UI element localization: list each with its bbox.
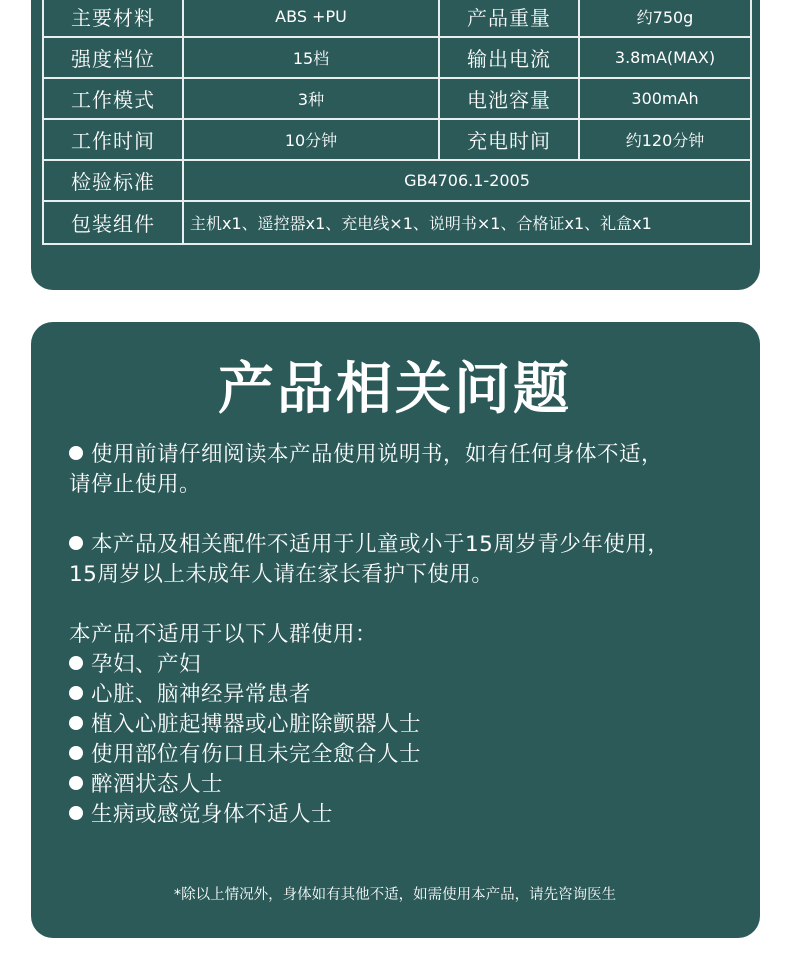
list-item: 醉酒状态人士 [69, 770, 749, 800]
table-row [43, 201, 751, 244]
bullet-icon [69, 536, 83, 550]
list-item: 生病或感觉身体不适人士 [69, 800, 749, 830]
list-item: 心脏、脑神经异常患者 [69, 680, 749, 710]
bullet-icon [69, 656, 83, 670]
standard-value: GB4706.1-2005 [183, 160, 751, 201]
list-item: 使用部位有伤口且未完全愈合人士 [69, 740, 749, 770]
table-row [43, 160, 751, 201]
notice-text: 使用前请仔细阅读本产品使用说明书，如有任何身体不适， [91, 442, 664, 467]
footnote: *除以上情况外，身体如有其他不适，如需使用本产品，请先咨询医生 [173, 887, 617, 903]
spec-label: 输出电流 [439, 37, 579, 78]
notice-text: 请停止使用。 [69, 472, 202, 497]
spec-label: 电池容量 [439, 78, 579, 119]
spec-value: ABS +PU [183, 0, 439, 37]
spec-label: 充电时间 [439, 119, 579, 160]
spec-label: 主要材料 [43, 0, 183, 37]
spec-label: 工作模式 [43, 78, 183, 119]
list-item: 孕妇、产妇 [69, 650, 749, 680]
notice-text: 本产品及相关配件不适用于儿童或小于15周岁青少年使用， [91, 532, 670, 557]
standard-label: 检验标准 [43, 160, 183, 201]
bullet-icon [69, 806, 83, 820]
spec-table [42, 0, 752, 245]
spec-value: 10分钟 [183, 119, 439, 160]
bullet-icon [69, 746, 83, 760]
list-intro: 本产品不适用于以下人群使用： [69, 622, 378, 647]
bullet-icon [69, 446, 83, 460]
spec-value: 3种 [183, 78, 439, 119]
spec-value: 约120分钟 [579, 119, 751, 160]
notice-text: 15周岁以上未成年人请在家长看护下使用。 [69, 562, 494, 587]
table-row [43, 37, 751, 78]
section-title: 产品相关问题 [218, 357, 572, 422]
table-row [43, 119, 751, 160]
bullet-icon [69, 716, 83, 730]
notice-paragraph-1 [69, 440, 749, 500]
spec-value: 约750g [579, 0, 751, 37]
bullet-icon [69, 686, 83, 700]
package-value: 主机x1、遥控器x1、充电线×1、说明书×1、合格证x1、礼盒x1 [183, 201, 751, 244]
spec-label: 强度档位 [43, 37, 183, 78]
spec-value: 3.8mA(MAX) [579, 37, 751, 78]
restriction-list [69, 620, 749, 830]
spec-value: 15档 [183, 37, 439, 78]
spec-label: 产品重量 [439, 0, 579, 37]
spec-label: 工作时间 [43, 119, 183, 160]
spec-value: 300mAh [579, 78, 751, 119]
table-row [43, 78, 751, 119]
table-row [43, 0, 751, 37]
package-label: 包装组件 [43, 201, 183, 244]
notice-paragraph-2 [69, 530, 749, 590]
bullet-icon [69, 776, 83, 790]
list-item: 植入心脏起搏器或心脏除颤器人士 [69, 710, 749, 740]
